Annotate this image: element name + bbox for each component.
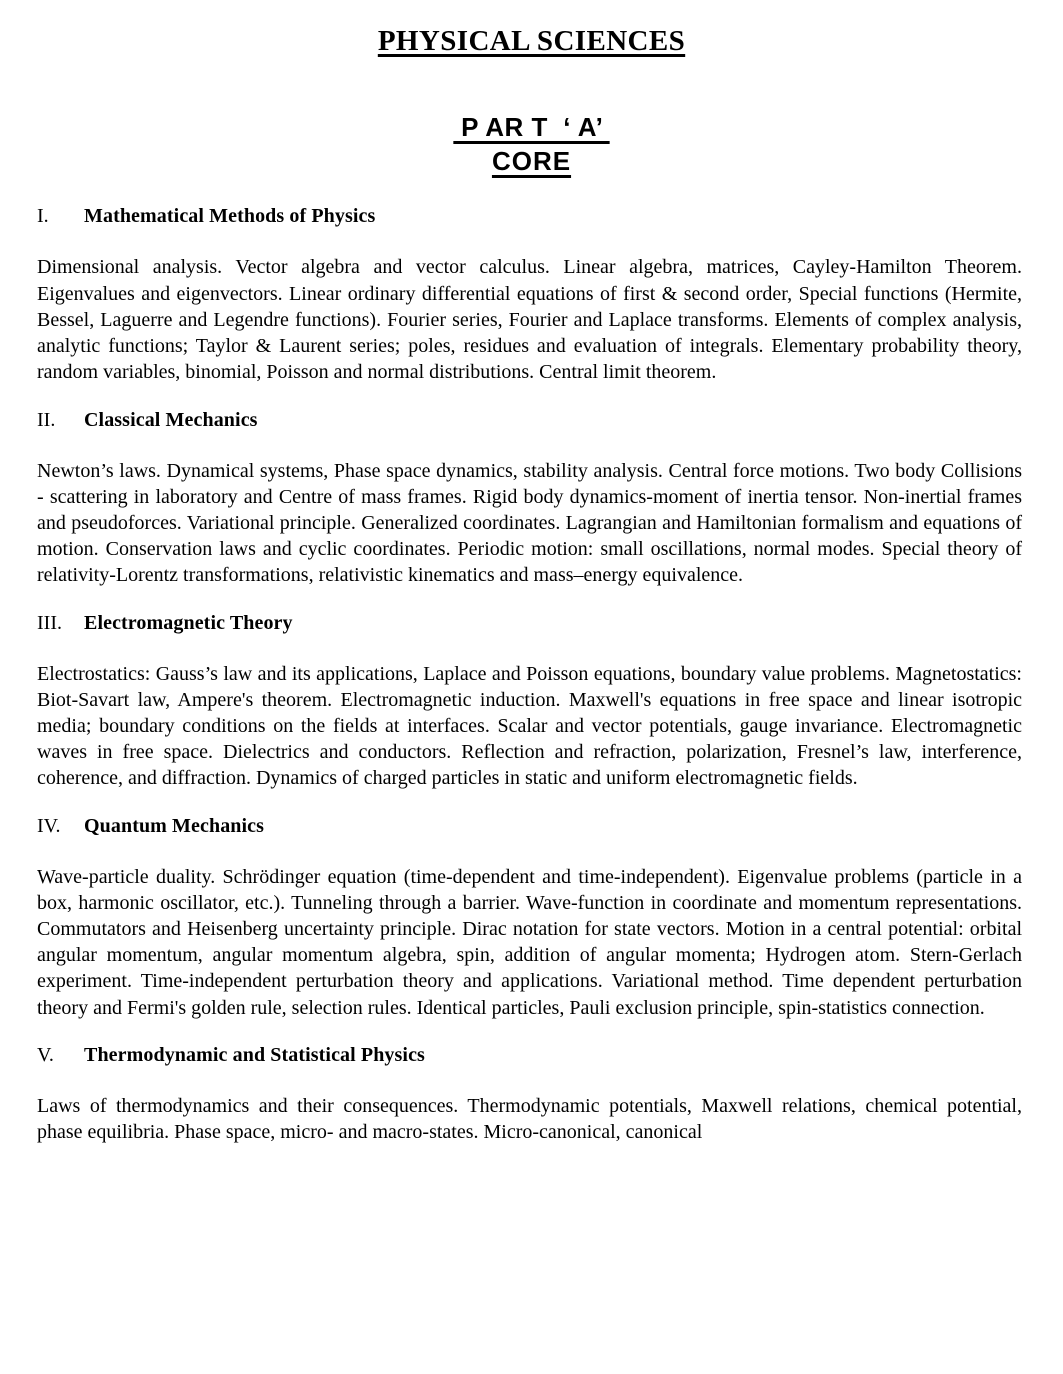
spacer bbox=[37, 1021, 1022, 1043]
section-heading bbox=[37, 408, 1022, 433]
spacer bbox=[37, 640, 1022, 661]
section-body: Newton’s laws. Dynamical systems, Phase space dynamics, stability analysis. Central force motions. Two body Collisions - scattering in laboratory and Centre of mass frames. Rigid body dynamics-moment of inertia tensor. Non-inertial frames and pseudoforces. Variational principle. Generalized coordinates. Lagrangian and Hamiltonian formalism and equations of motion. Conservation laws and cyclic coordinates. Periodic motion: small oscillations, normal modes. Special theory of relativity-Lorentz transformations, relativistic kinematics and mass–energy equivalence. bbox=[37, 459, 1022, 587]
section-body: Wave-particle duality. Schrödinger equation (time-dependent and time-independent). Eigenvalue problems (particle in a box, harmonic oscillator, etc.). Tunneling through a barrier. Wave-function in coordinate and momentum representations. Commutators and Heisenberg uncertainty principle. Dirac notation for state vectors. Motion in a central potential: orbital angular momentum, angular momentum algebra, spin, addition of angular momenta; Hydrogen atom. Stern-Gerlach experiment. Time-independent perturbation theory and applications. Variational method. Time dependent perturbation theory and Fermi's golden rule, selection rules. Identical particles, Pauli exclusion principle, spin-statistics connection. bbox=[37, 865, 1022, 1019]
section-title: Electromagnetic Theory bbox=[84, 611, 293, 634]
spacer bbox=[37, 386, 1022, 408]
section-heading bbox=[37, 1043, 1022, 1068]
section-classical-mechanics bbox=[37, 408, 1022, 611]
part-label-text: P AR T ‘ A’ bbox=[453, 111, 610, 142]
section-numeral: V. bbox=[37, 1043, 54, 1066]
section-numeral: III. bbox=[37, 611, 62, 634]
page-title bbox=[0, 0, 1063, 58]
section-title: Mathematical Methods of Physics bbox=[84, 205, 376, 228]
part-subtitle bbox=[0, 145, 1063, 179]
section-heading bbox=[37, 611, 1022, 636]
spacer bbox=[37, 843, 1022, 864]
spacer bbox=[37, 233, 1022, 254]
section-thermodynamic-and-statistical-physics bbox=[37, 1043, 1022, 1145]
spacer bbox=[37, 792, 1022, 814]
section-title: Thermodynamic and Statistical Physics bbox=[84, 1043, 425, 1066]
part-subtitle-text: CORE bbox=[491, 145, 572, 176]
section-body: Electrostatics: Gauss’s law and its applications, Laplace and Poisson equations, boundary value problems. Magnetostatics: Biot-Savart law, Ampere's theorem. Electromagnetic induction. Maxwell's equations in free space and linear isotropic media; boundary conditions on the fields at interfaces. Scalar and vector potentials, gauge invariance. Electromagnetic waves in free space. Dielectrics and conductors. Reflection and refraction, polarization, Fresnel’s law, interference, coherence, and diffraction. Dynamics of charged particles in static and uniform electromagnetic fields. bbox=[37, 662, 1022, 790]
page-title-text: PHYSICAL SCIENCES bbox=[377, 25, 686, 57]
part-heading-block bbox=[0, 58, 1063, 179]
spacer bbox=[37, 1072, 1022, 1093]
section-heading bbox=[37, 814, 1022, 839]
syllabus-content bbox=[0, 204, 1063, 1145]
section-heading bbox=[37, 204, 1022, 229]
section-body: Laws of thermodynamics and their consequences. Thermodynamic potentials, Maxwell relations, chemical potential, phase equilibria. Phase space, micro- and macro-states. Micro-canonical, canonical bbox=[37, 1094, 1022, 1143]
section-quantum-mechanics bbox=[37, 814, 1022, 1043]
section-numeral: II. bbox=[37, 408, 56, 431]
section-title: Quantum Mechanics bbox=[84, 814, 265, 837]
spacer bbox=[37, 589, 1022, 611]
section-title: Classical Mechanics bbox=[84, 408, 258, 431]
section-electromagnetic-theory bbox=[37, 611, 1022, 814]
spacer bbox=[37, 437, 1022, 458]
section-numeral: IV. bbox=[37, 814, 61, 837]
part-label bbox=[0, 111, 1063, 145]
section-mathematical-methods-of-physics bbox=[37, 204, 1022, 407]
section-body: Dimensional analysis. Vector algebra and vector calculus. Linear algebra, matrices, Cayley-Hamilton Theorem. Eigenvalues and eigenvectors. Linear ordinary differential equations of first & second order, Special functions (Hermite, Bessel, Laguerre and Legendre functions). Fourier series, Fourier and Laplace transforms. Elements of complex analysis, analytic functions; Taylor & Laurent series; poles, residues and evaluation of integrals. Elementary probability theory, random variables, binomial, Poisson and normal distributions. Central limit theorem. bbox=[37, 256, 1022, 384]
section-numeral: I. bbox=[37, 205, 49, 228]
